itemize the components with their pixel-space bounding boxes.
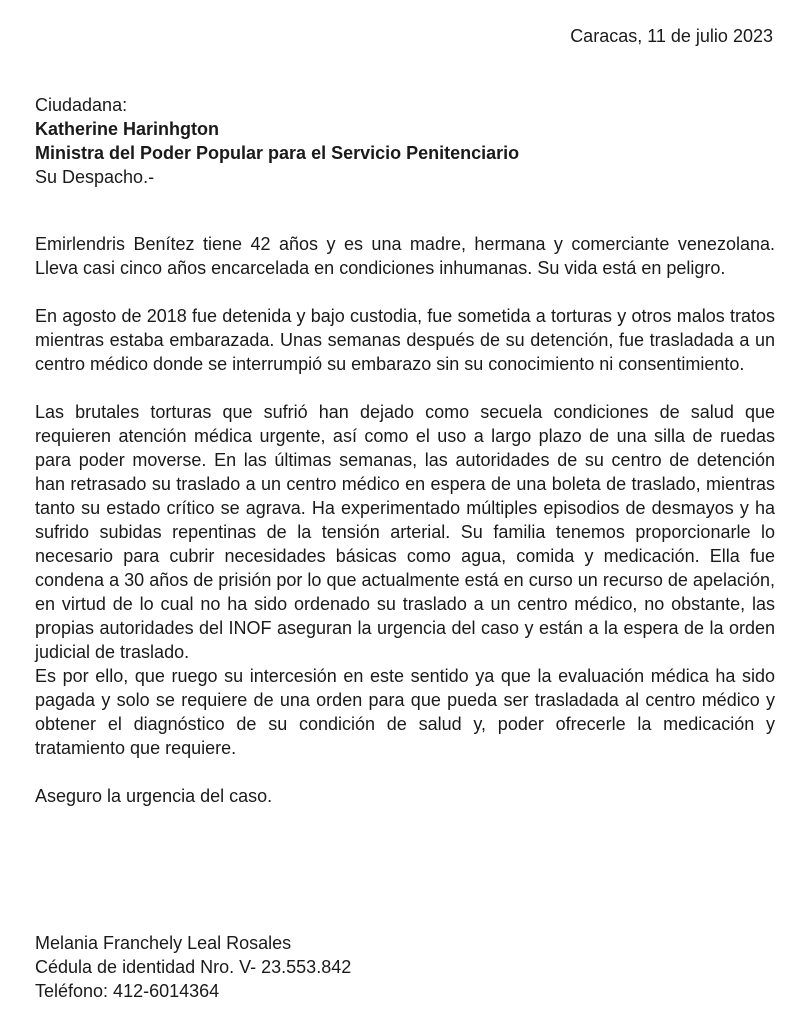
signature-block xyxy=(35,931,775,1003)
signature-id: Cédula de identidad Nro. V- 23.553.842 xyxy=(35,957,352,977)
signature-phone: Teléfono: 412-6014364 xyxy=(35,981,220,1001)
recipient-block xyxy=(35,93,775,189)
paragraph-request: Es por ello, que ruego su intercesión en este sentido ya que la evaluación médica ha sido pagada y solo se requiere de una orden para que pueda ser trasladada al centro médico y obtener el diagnóstico de su condición de salud y, poder ofrecerle la medicación y tratamiento que requiere. xyxy=(35,666,775,758)
recipient-position: Ministra del Poder Popular para el Servicio Penitenciario xyxy=(35,143,520,163)
paragraph-closing: Aseguro la urgencia del caso. xyxy=(35,786,273,806)
recipient-name: Katherine Harinhgton xyxy=(35,119,220,139)
letter-date: Caracas, 11 de julio 2023 xyxy=(570,26,773,46)
paragraph-intro: Emirlendris Benítez tiene 42 años y es una madre, hermana y comerciante venezolana. Lleva casi cinco años encarcelada en condiciones inhumanas. Su vida está en peligro. xyxy=(35,234,775,278)
letter-body xyxy=(35,232,775,808)
recipient-salutation: Ciudadana: xyxy=(35,95,128,115)
paragraph-detention: En agosto de 2018 fue detenida y bajo custodia, fue sometida a torturas y otros malos tratos mientras estaba embarazada. Unas semanas después de su detención, fue trasladada a un centro médico donde se interrumpió su embarazo sin su conocimiento ni consentimiento. xyxy=(35,306,775,374)
signature-name: Melania Franchely Leal Rosales xyxy=(35,933,292,953)
paragraph-health: Las brutales torturas que sufrió han dejado como secuela condiciones de salud que requieren atención médica urgente, así como el uso a largo plazo de una silla de ruedas para poder moverse. En las últimas semanas, las autoridades de su centro de detención han retrasado su traslado a un centro médico en espera de una boleta de traslado, mientras tanto su estado crítico se agrava. Ha experimentado múltiples episodios de desmayos y ha sufrido subidas repentinas de la tensión arterial. Su familia tenemos proporcionarle lo necesario para cubrir necesidades básicas como agua, comida y medicación. Ella fue condena a 30 años de prisión por lo que actualmente está en curso un recurso de apelación, en virtud de lo cual no ha sido ordenado su traslado a un centro médico, no obstante, las propias autoridades del INOF aseguran la urgencia del caso y están a la espera de la orden judicial de traslado. xyxy=(35,402,775,662)
recipient-office: Su Despacho.- xyxy=(35,167,155,187)
